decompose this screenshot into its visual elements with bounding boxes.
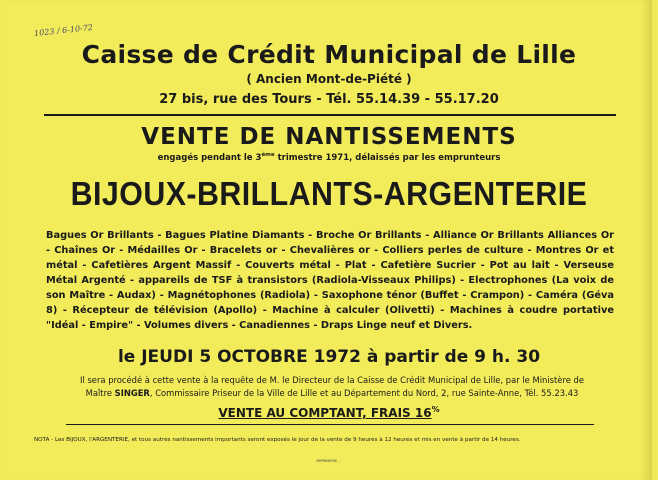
page-title: Caisse de Crédit Municipal de Lille: [81, 40, 577, 69]
printer-credit: IMPRIMERIE ...: [316, 459, 342, 463]
terms-text: VENTE AU COMPTANT, FRAIS 16: [218, 406, 432, 420]
notice-line-2-post: , Commissaire Priseur de la Ville de Lille et au Département du Nord, 2, rue Sainte-Anne, Tél. 55.23.43: [149, 387, 579, 398]
engaged-post: trimestre 1971, délaissés par les emprunteurs: [274, 152, 501, 163]
engaged-period: [6, 152, 652, 163]
auction-poster: [6, 4, 652, 474]
notice-line-2-pre: Maître: [85, 387, 115, 398]
notice-line-1: Il sera procédé à cette vente à la requête de M. le Directeur de la Caisse de Crédit Municipal de Lille, par le Ministère de: [79, 375, 584, 385]
sale-terms: [6, 405, 652, 420]
engaged-pre: engagés pendant le 3: [157, 152, 262, 163]
sale-title: VENTE DE NANTISSEMENTS: [141, 124, 517, 150]
nota-footnote: NOTA - Les BIJOUX, l'ARGENTERIE, et tous autres nantissements importants seront exposés le jour de la vente de 9 heures à 12 heures et mis en vente à partir de 14 heures.: [34, 437, 521, 443]
auctioneer-name: SINGER: [114, 387, 150, 398]
page-subtitle: ( Ancien Mont-de-Piété ): [246, 72, 412, 86]
divider-bottom: [66, 424, 594, 425]
terms-percent: %: [431, 405, 440, 414]
items-list: Bagues Or Brillants - Bagues Platine Diamants - Broche Or Brillants - Alliance Or Brillants Alliances Or - Chaînes Or - Médailles Or - Bracelets or - Chevalières or - Colliers perles de culture - Montres Or et métal - Cafetières Argent Massif - Couverts métal - Plat - Cafetière Sucrier - Pot au lait - Verseuse Métal Argenté - appareils de TSF à transistors (Radiola-Visseaux Philips) - Electrophones (La voix de son Maître - Audax) - Magnétophones (Radiola) - Saxophone ténor (Buffet - Crampon) - Caméra (Géva 8) - Récepteur de télévision (Apollo) - Machine à calculer (Olivetti) - Machines à coudre portative "Idéal - Empire" - Volumes divers - Canadiennes - Draps Linge neuf et Divers.: [46, 230, 614, 331]
engaged-sup: ème: [261, 152, 275, 158]
legal-notice: [44, 374, 620, 399]
sale-date: le JEUDI 5 OCTOBRE 1972 à partir de 9 h. 30: [117, 347, 541, 367]
notice-line-2: [44, 387, 620, 400]
paper-edge-shadow: [640, 0, 652, 480]
handwritten-annotation: 1023 / 6-10-72: [33, 22, 94, 39]
address-line: 27 bis, rue des Tours - Tél. 55.14.39 - 55.17.20: [159, 92, 499, 107]
divider-top: [44, 114, 616, 116]
headline: BIJOUX-BRILLANTS-ARGENTERIE: [70, 175, 588, 212]
